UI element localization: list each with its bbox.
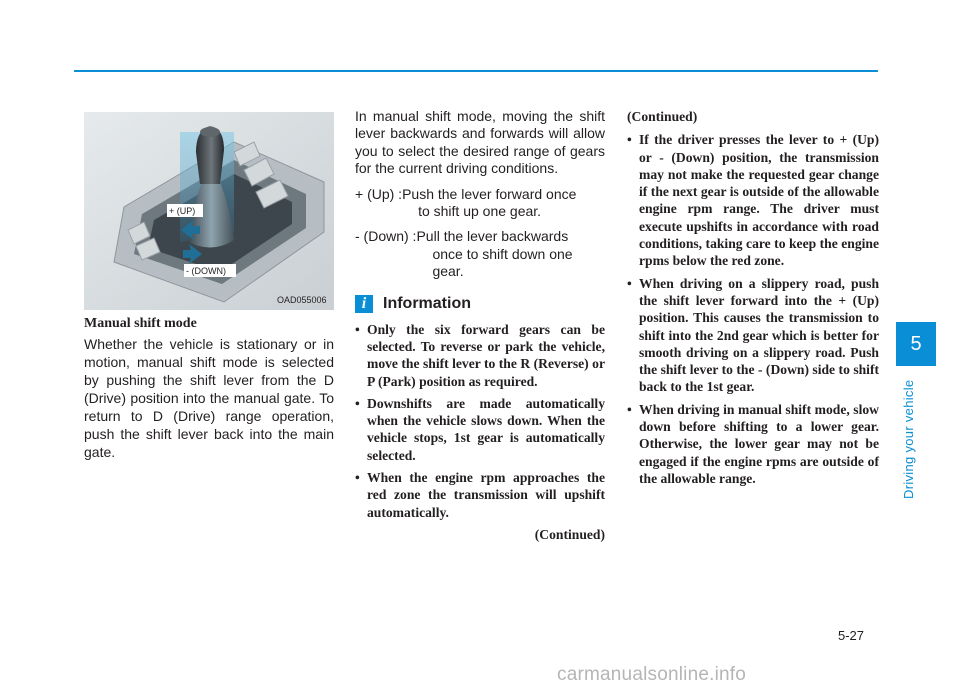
continued-label: (Continued) xyxy=(627,109,698,124)
continued-list xyxy=(627,131,879,487)
section-heading: Manual shift mode xyxy=(84,316,197,331)
continued-label: (Continued) xyxy=(534,526,605,542)
def-down-desc xyxy=(416,228,605,280)
gear-shift-illustration xyxy=(84,112,334,310)
list-item: • When driving in manual shift mode, slow down before shifting to a lower gear. Otherwise, the lower gear may not be engaged if the engine rpms are outside of the allowable range. xyxy=(627,401,879,487)
def-down-line1: Pull the lever backwards xyxy=(416,228,569,245)
gear-shifter-drawing xyxy=(84,112,334,310)
chapter-label-text: Driving your vehicle xyxy=(901,379,916,499)
information-list xyxy=(355,321,605,521)
def-up-desc xyxy=(402,186,605,221)
list-item: • When the engine rpm approaches the red zone the transmission will upshift automatically. xyxy=(355,469,605,521)
list-item: • Only the six forward gears can be selected. To reverse or park the vehicle, move the shift lever to the R (Reverse) or P (Park) position as required. xyxy=(355,321,605,390)
information-header xyxy=(355,295,605,313)
list-item: • If the driver presses the lever to + (Up) or - (Down) position, the transmission may not make the requested gear change if the next gear is outside of the allowable engine rpm range. The driver must execute upshifts in accordance with road conditions, taking care to keep the engine rpms below the red zone. xyxy=(627,131,879,269)
def-up-line1: Push the lever forward once xyxy=(402,185,577,202)
intro-paragraph: In manual shift mode, moving the shift lever backwards and forwards will allow you to select the desired range of gears for the current driving conditions. xyxy=(355,108,605,177)
def-up-line2: to shift up one gear. xyxy=(418,203,542,220)
def-down xyxy=(355,228,605,280)
section-body: Whether the vehicle is stationary or in motion, manual shift mode is selected by pushing the shift lever from the D (Drive) position into the manual gate. To return to D (Drive) range operation, push the shift lever back into the main gate. xyxy=(84,336,334,460)
def-down-line2: once to shift down one gear. xyxy=(432,245,573,280)
figure-code: OAD055006 xyxy=(277,295,327,305)
chapter-tab: 5 xyxy=(896,322,936,366)
down-label: - (DOWN) xyxy=(186,266,226,276)
column-right xyxy=(627,108,879,492)
up-label: + (UP) xyxy=(169,206,196,216)
list-item: • Downshifts are made automatically when the vehicle slows down. When the vehicle stops, 1st gear is automatically selected. xyxy=(355,395,605,464)
information-title: Information xyxy=(383,294,471,312)
def-down-term: - (Down) : xyxy=(355,228,417,245)
column-middle xyxy=(355,108,605,543)
chapter-label xyxy=(899,373,919,499)
list-item: • When driving on a slippery road, push the shift lever forward into the + (Up) position. This causes the transmission to shift into the 2nd gear which is better for smooth driving on a slippery road. Push the shift lever to the - (Down) side to shift back to the 1st gear. xyxy=(627,275,879,396)
top-rule xyxy=(74,70,878,72)
watermark[interactable]: carmanualsonline.info xyxy=(557,664,747,685)
page-number: 5-27 xyxy=(838,628,865,643)
def-up xyxy=(355,186,605,221)
def-up-term: + (Up) : xyxy=(355,185,403,202)
info-icon: i xyxy=(355,295,373,313)
